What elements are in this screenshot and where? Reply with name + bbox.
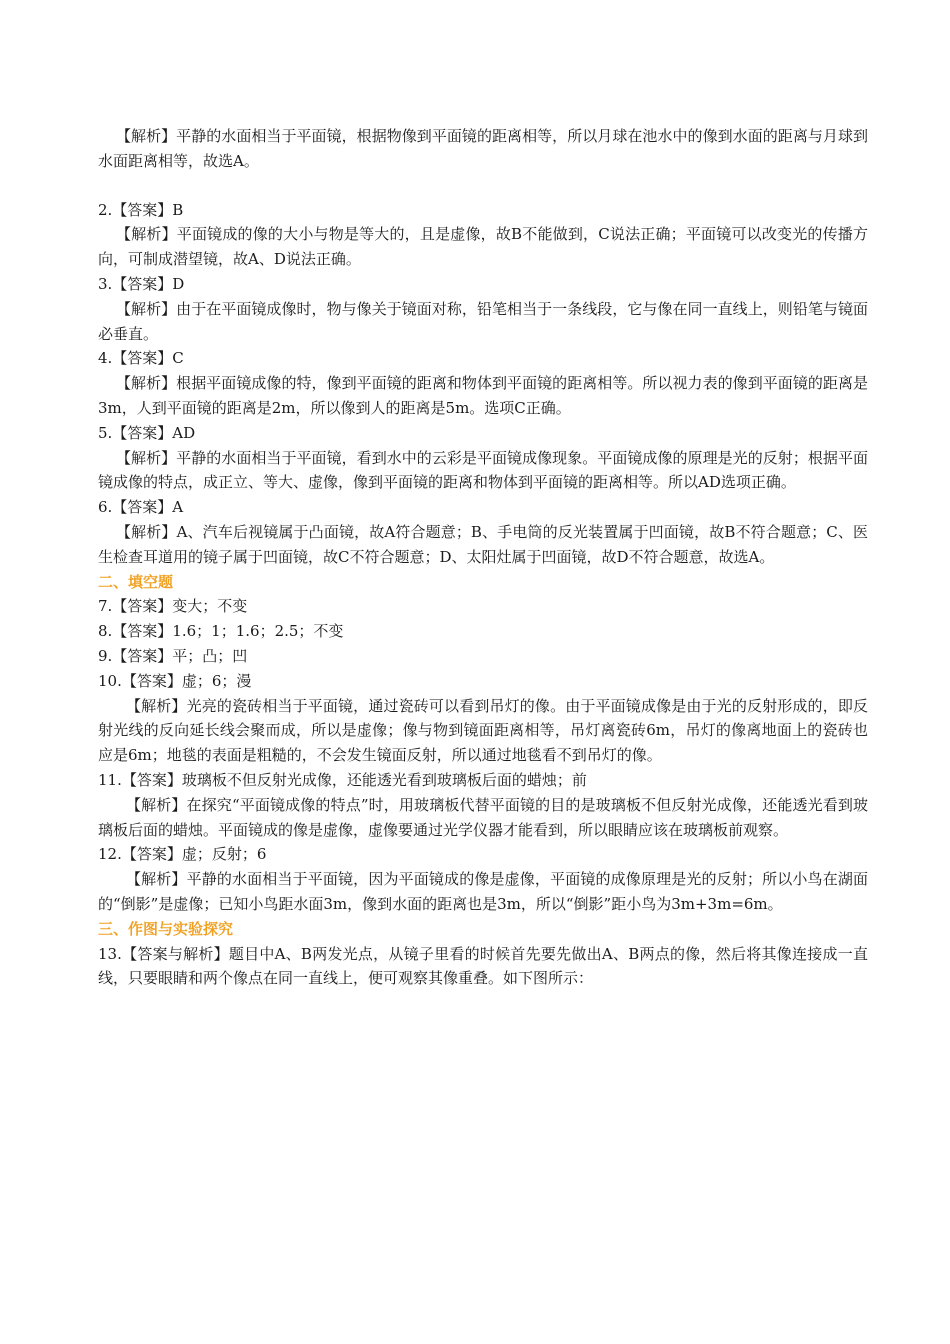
q3-answer: 3.【答案】D: [98, 274, 185, 293]
q12-analysis: 【解析】平静的水面相当于平面镜，因为平面镜成的像是虚像，平面镜的成像原理是光的反射；所以小鸟在湖面的“倒影”是虚像；已知小鸟距水面3m，像到水面的距离也是3m，所以“倒影”距小鸟为3m+3m=6m。: [98, 870, 868, 913]
q13-answer: 13.【答案与解析】题目中A、B两发光点，从镜子里看的时候首先要先做出A、B两点的像，然后将其像连接成一直线，只要眼睛和两个像点在同一直线上，便可观察其像重叠。如下图所示：: [98, 944, 868, 988]
q6-answer: 6.【答案】A: [98, 498, 184, 517]
q11-analysis: 【解析】在探究“平面镜成像的特点”时，用玻璃板代替平面镜的目的是玻璃板不但反射光成像，还能透光看到玻璃板后面的蜡烛。平面镜成的像是虚像，虚像要通过光学仪器才能看到，所以眼睛应该在玻璃板前观察。: [98, 795, 868, 839]
q4-analysis: 【解析】根据平面镜成像的特，像到平面镜的距离和物体到平面镜的距离相等。所以视力表的像到平面镜的距离是3m，人到平面镜的距离是2m，所以像到人的距离是5m。选项C正确。: [98, 374, 868, 417]
q5-answer: 5.【答案】AD: [98, 423, 196, 442]
section-heading-drawing-experiment: 三、作图与实验探究: [98, 919, 234, 938]
q8-answer: 8.【答案】1.6；1；1.6；2.5；不变: [98, 622, 344, 641]
answer-sheet: [98, 124, 868, 991]
q10-answer: 10.【答案】虚；6；漫: [98, 671, 252, 690]
q2-analysis: 【解析】平面镜成的像的大小与物是等大的，且是虚像，故B不能做到，C说法正确；平面镜可以改变光的传播方向，可制成潜望镜，故A、D说法正确。: [98, 225, 868, 269]
q12-answer: 12.【答案】虚；反射；6: [98, 845, 267, 864]
q11-answer: 11.【答案】玻璃板不但反射光成像，还能透光看到玻璃板后面的蜡烛；前: [98, 770, 587, 789]
q3-analysis: 【解析】由于在平面镜成像时，物与像关于镜面对称，铅笔相当于一条线段，它与像在同一直线上，则铅笔与镜面必垂直。: [98, 299, 868, 343]
section-heading-fill-blank: 二、填空题: [98, 572, 174, 591]
q2-answer: 2.【答案】B: [98, 200, 184, 219]
q5-analysis: 【解析】平静的水面相当于平面镜，看到水中的云彩是平面镜成像现象。平面镜成像的原理是光的反射；根据平面镜成像的特点，成正立、等大、虚像，像到平面镜的距离和物体到平面镜的距离相等。所以AD选项正确。: [98, 448, 868, 492]
q9-answer: 9.【答案】平；凸；凹: [98, 646, 248, 665]
q6-analysis: 【解析】A、汽车后视镜属于凸面镜，故A符合题意；B、手电筒的反光装置属于凹面镜，故B不符合题意；C、医生检查耳道用的镜子属于凹面镜，故C不符合题意；D、太阳灶属于凹面镜，故D不符合题意，故选A。: [98, 522, 868, 566]
q4-answer: 4.【答案】C: [98, 349, 184, 368]
q7-answer: 7.【答案】变大；不变: [98, 597, 248, 616]
spacer: [98, 174, 868, 198]
q1-analysis: 【解析】平静的水面相当于平面镜，根据物像到平面镜的距离相等，所以月球在池水中的像到水面的距离与月球到水面距离相等，故选A。: [98, 127, 868, 170]
q10-analysis: 【解析】光亮的瓷砖相当于平面镜，通过瓷砖可以看到吊灯的像。由于平面镜成像是由于光的反射形成的，即反射光线的反向延长线会聚而成，所以是虚像；像与物到镜面距离相等，吊灯离瓷砖6m，吊灯的像离地面上的瓷砖也应是6m；地毯的表面是粗糙的，不会发生镜面反射，所以通过地毯看不到吊灯的像。: [98, 696, 868, 765]
